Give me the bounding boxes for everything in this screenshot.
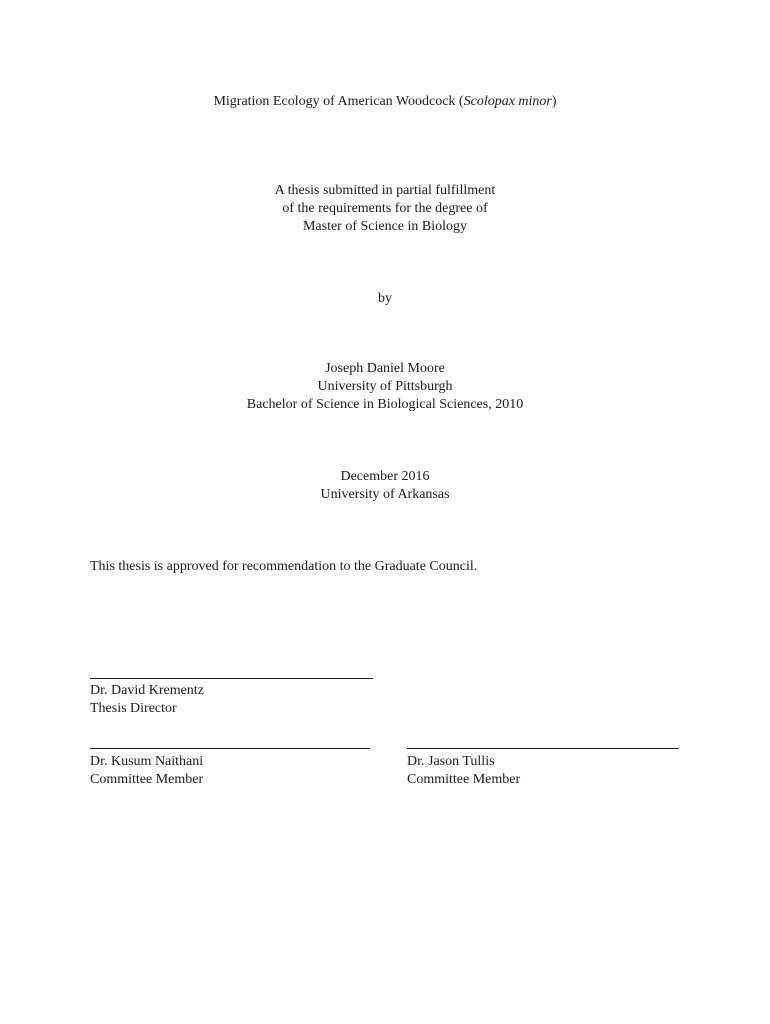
author-name: Joseph Daniel Moore	[325, 361, 445, 376]
submission-date: December 2016	[340, 469, 430, 484]
submission-line-1: A thesis submitted in partial fulfillment	[274, 183, 496, 198]
thesis-title	[0, 93, 770, 111]
by-label: by	[378, 291, 392, 306]
member1-name: Dr. Kusum Naithani	[90, 754, 204, 769]
member2-name: Dr. Jason Tullis	[407, 754, 495, 769]
member2-signature-block	[407, 753, 520, 789]
director-signature-block	[90, 682, 204, 718]
director-role: Thesis Director	[90, 701, 177, 716]
member2-signature-line	[407, 748, 679, 749]
title-species: Scolopax minor	[463, 94, 552, 109]
author-block	[0, 360, 770, 414]
member1-role: Committee Member	[90, 772, 204, 787]
submission-line-2: of the requirements for the degree of	[282, 201, 488, 216]
director-signature-line	[90, 678, 373, 679]
author-institution: University of Pittsburgh	[317, 379, 453, 394]
author-prior-degree: Bachelor of Science in Biological Sciences, 2010	[246, 397, 524, 412]
title-prefix: Migration Ecology of American Woodcock (	[213, 94, 464, 109]
title-suffix: )	[551, 94, 557, 109]
submission-statement	[0, 182, 770, 236]
date-block	[0, 468, 770, 504]
submission-line-3: Master of Science in Biology	[302, 219, 468, 234]
director-name: Dr. David Krementz	[90, 683, 204, 698]
university-name: University of Arkansas	[320, 487, 450, 502]
member2-role: Committee Member	[407, 772, 521, 787]
approval-statement: This thesis is approved for recommendation to the Graduate Council.	[90, 559, 478, 574]
member1-signature-block	[90, 753, 203, 789]
member1-signature-line	[90, 748, 370, 749]
